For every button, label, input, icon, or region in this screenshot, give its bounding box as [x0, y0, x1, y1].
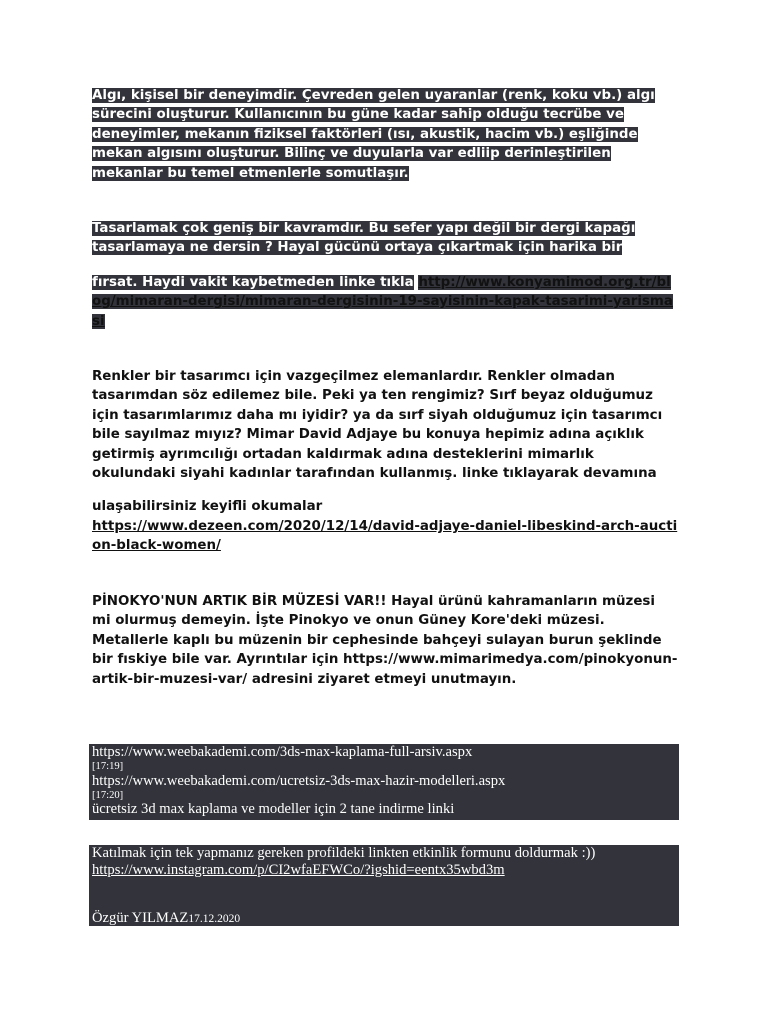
dezeen-link[interactable]: https://www.dezeen.com/2020/12/14/david-adjaye-daniel-libeskind-arch-auction-black-women/ — [92, 518, 678, 554]
event-text: Katılmak için tek yapmanız gereken profildeki linkten etkinlik formunu doldurmak :)) — [92, 845, 596, 861]
section-cover-design — [92, 219, 678, 331]
author-name: Özgür YILMAZ — [92, 910, 189, 926]
section-perception — [92, 86, 678, 183]
cover-design-text: Tasarlamak çok geniş bir kavramdır. Bu sefer yapı değil bir dergi kapağı tasarlamaya ne dersin ? Hayal gücünü ortaya çıkartmak için harika bir — [92, 221, 636, 256]
timestamp-2: [17:20] — [92, 789, 124, 801]
cover-design-cta: fırsat. Haydi vakit kaybetmeden linke tıkla — [92, 274, 414, 290]
section-colors — [92, 367, 678, 556]
perception-text: Algı, kişisel bir deneyimdir. Çevreden gelen uyaranlar (renk, koku vb.) algı sürecini oluşturur. Kullanıcının bu güne kadar sahip olduğu tecrübe ve deneyimler, mekanın fiziksel faktörleri (ısı, akustik, hacim vb.) eşliğinde mekan algısını oluşturur. Bilinç ve duyularla var edliip derinleştirilen mekanlar bu temel etmenlerle somutlaşır. — [92, 88, 655, 181]
downloads-block — [89, 744, 679, 820]
download-link-1[interactable]: https://www.weebakademi.com/3ds-max-kaplama-full-arsiv.aspx — [92, 744, 473, 760]
cover-design-link[interactable]: http://www.konyamimod.org.tr/blog/mimaran-dergisi/mimaran-dergisinin-19-sayisinin-kapak-tasarimi-yarismasi — [92, 274, 673, 329]
event-block — [89, 845, 679, 926]
timestamp-1: [17:19] — [92, 761, 124, 772]
pinocchio-text: PİNOKYO'NUN ARTIK BİR MÜZESİ VAR!! Hayal ürünü kahramanların müzesi mi olurmuş demeyin. İşte Pinokyo ve onun Güney Kore'deki müzesi. Metallerle kaplı bu müzenin bir cephesinde bahçeyi sulayan burun şeklinde bir fıskiye bile var. Ayrıntılar için https://www.mimarimedya.com/pinokyonun-artik-bir-muzesi-var/ adresini ziyaret etmeyi unutmayın. — [92, 594, 678, 687]
signature — [92, 909, 240, 927]
downloads-note: ücretsiz 3d max kaplama ve modeller için 2 tane indirme linki — [92, 801, 455, 817]
section-pinocchio — [92, 592, 678, 689]
colors-cta: ulaşabilirsiniz keyifli okumalar — [92, 499, 323, 515]
colors-text: Renkler bir tasarımcı için vazgeçilmez elemanlardır. Renkler olmadan tasarımdan söz edilemez bile. Peki ya ten rengimiz? Sırf beyaz olduğumuz için tasarımlarımız daha mı iyidir? ya da sırf siyah olduğumuz için tasarımcı bile sayılmaz mıyız? Mimar David Adjaye bu konuya hepimiz adına açıklık getirmiş ayrımcılığı ortadan kaldırmak adına desteklerini mimarlık okulundaki siyahi kadınlar tarafından kullanmış. linke tıklayarak devamına — [92, 369, 663, 482]
post-date: 17.12.2020 — [188, 913, 241, 925]
download-link-2[interactable]: https://www.weebakademi.com/ucretsiz-3ds-max-hazir-modelleri.aspx — [92, 772, 506, 789]
instagram-link[interactable]: https://www.instagram.com/p/CI2wfaEFWCo/?igshid=eentx35wbd3m — [92, 862, 505, 878]
